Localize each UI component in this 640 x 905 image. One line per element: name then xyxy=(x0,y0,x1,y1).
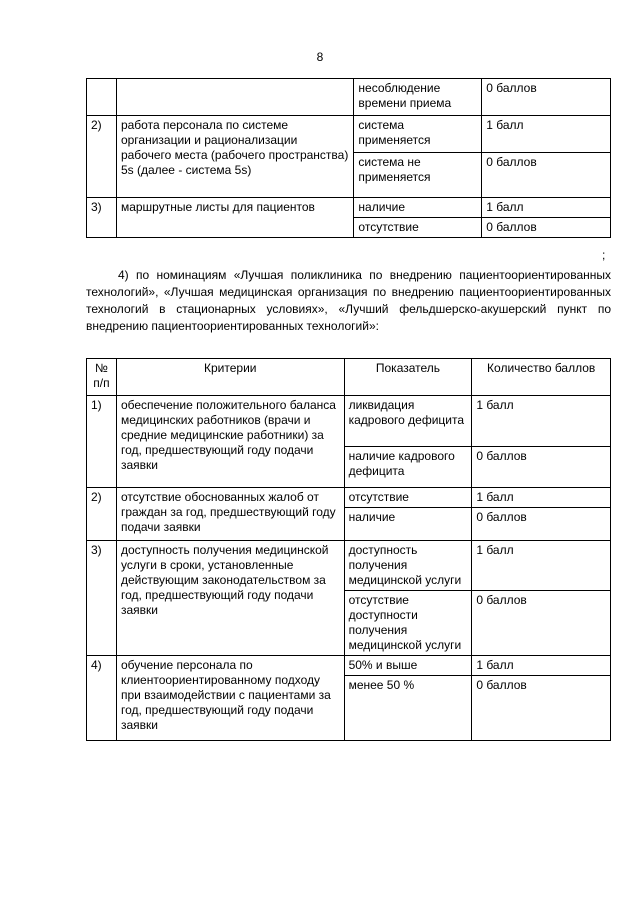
table-header-row xyxy=(87,359,611,396)
semicolon: ; xyxy=(602,248,606,262)
table-row xyxy=(87,198,611,218)
score-cell: 0 баллов xyxy=(482,218,611,238)
table-row xyxy=(87,396,611,447)
row-number: 3) xyxy=(87,541,117,656)
indicator-cell: отсутствие xyxy=(354,218,482,238)
score-cell: 1 балл xyxy=(472,541,611,591)
indicator-cell: ликвидация кадрового дефицита xyxy=(344,396,472,447)
row-number: 2) xyxy=(87,488,117,541)
criteria-table-continued xyxy=(86,78,611,238)
score-cell: 0 баллов xyxy=(472,676,611,741)
row-number: 2) xyxy=(87,116,117,198)
indicator-cell: наличие xyxy=(354,198,482,218)
indicator-cell: несоблюдение времени приема xyxy=(354,79,482,116)
row-number: 3) xyxy=(87,198,117,238)
indicator-cell: система применяется xyxy=(354,116,482,153)
header-score: Количество баллов xyxy=(472,359,611,396)
criterion-cell: обеспечение положительного баланса медицинских работников (врачи и средние медицинские работники) за год, предшествующий году подачи заявки xyxy=(116,396,344,488)
indicator-cell: система не применяется xyxy=(354,153,482,198)
row-number: 1) xyxy=(87,396,117,488)
criterion-cell xyxy=(116,79,353,116)
indicator-cell: отсутствие xyxy=(344,488,472,508)
table-row xyxy=(87,541,611,591)
score-cell: 1 балл xyxy=(472,656,611,676)
score-cell: 1 балл xyxy=(472,396,611,447)
indicator-cell: отсутствие доступности получения медицинской услуги xyxy=(344,591,472,656)
score-cell: 1 балл xyxy=(482,198,611,218)
criterion-cell: обучение персонала по клиентоориентированному подходу при взаимодействии с пациентами за год, предшествующий году подачи заявки xyxy=(116,656,344,741)
score-cell: 0 баллов xyxy=(472,447,611,488)
criterion-cell: отсутствие обоснованных жалоб от граждан за год, предшествующий году подачи заявки xyxy=(116,488,344,541)
page-number: 8 xyxy=(316,50,324,64)
score-cell: 0 баллов xyxy=(482,79,611,116)
header-num: № п/п xyxy=(87,359,117,396)
criterion-cell: маршрутные листы для пациентов xyxy=(116,198,353,238)
criterion-cell: доступность получения медицинской услуги в сроки, установленные действующим законодательством за год, предшествующий году подачи заявки xyxy=(116,541,344,656)
score-cell: 0 баллов xyxy=(482,153,611,198)
score-cell: 0 баллов xyxy=(472,591,611,656)
criterion-cell: работа персонала по системе организации и рационализации рабочего места (рабочего пространства) 5s (далее - система 5s) xyxy=(116,116,353,198)
row-number: 4) xyxy=(87,656,117,741)
table-row xyxy=(87,116,611,153)
indicator-cell: доступность получения медицинской услуги xyxy=(344,541,472,591)
score-cell: 1 балл xyxy=(482,116,611,153)
indicator-cell: наличие кадрового дефицита xyxy=(344,447,472,488)
table-row xyxy=(87,656,611,676)
indicator-cell: менее 50 % xyxy=(344,676,472,741)
indicator-cell: 50% и выше xyxy=(344,656,472,676)
header-criteria: Критерии xyxy=(116,359,344,396)
score-cell: 0 баллов xyxy=(472,508,611,541)
indicator-cell: наличие xyxy=(344,508,472,541)
header-indicator: Показатель xyxy=(344,359,472,396)
row-number xyxy=(87,79,117,116)
nomination-paragraph: 4) по номинациям «Лучшая поликлиника по внедрению пациентоориентированных технологий», «Лучшая медицинская организация по внедрению пациентоориентированных технологий в стационарных условиях», «Лучший фельдшерско-акушерский пункт по внедрению пациентоориентированных технологий»: xyxy=(86,268,611,333)
table-row xyxy=(87,79,611,116)
score-cell: 1 балл xyxy=(472,488,611,508)
table-row xyxy=(87,488,611,508)
criteria-table xyxy=(86,358,611,741)
